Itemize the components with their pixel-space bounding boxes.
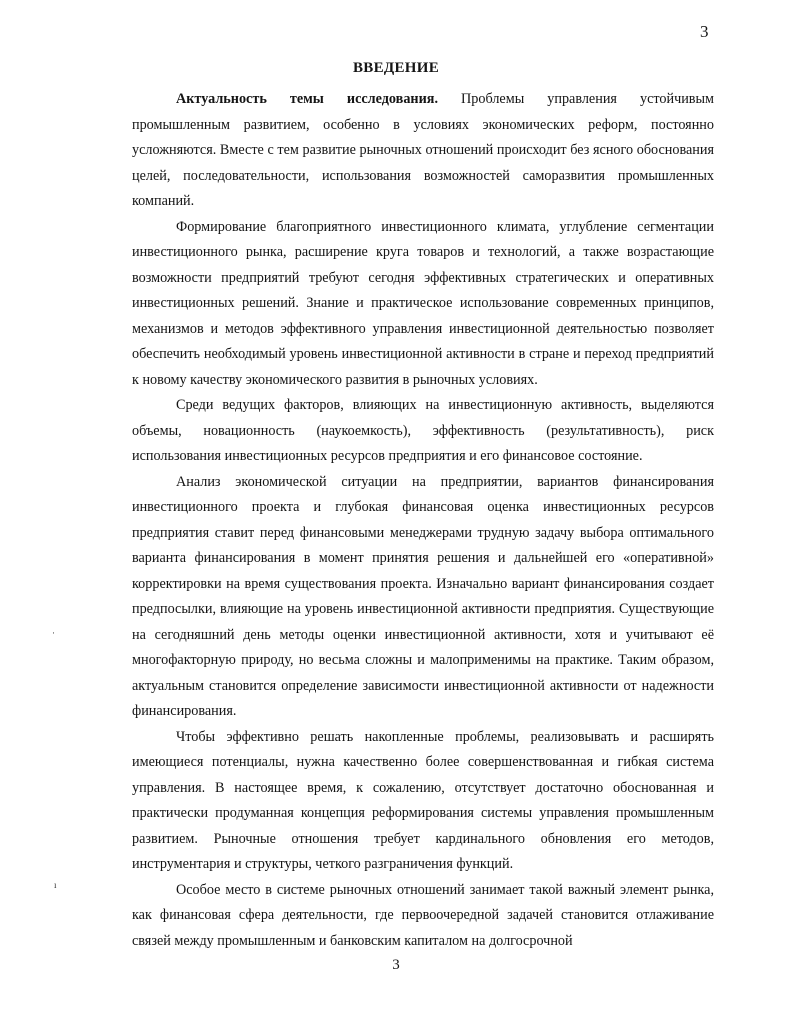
paragraph-text: Особое место в системе рыночных отношений занимает такой важный элемент рынка, как финансовая сфера деятельности, где первоочередной задачей становится отлаживание связей между промышленным и банковским капиталом на долгосрочной [132,881,714,949]
page-number-bottom: 3 [392,957,400,973]
paragraph-text: Проблемы управления устойчивым промышленным развитием, особенно в условиях экономических реформ, постоянно усложняются. Вместе с тем развитие рыночных отношений происходит без ясного обоснования целей, последовательности, использования возможностей саморазвития промышленных компаний. [132,91,715,209]
paragraph-lead: Актуальность темы исследования. [176,91,438,107]
scan-speck: ı [54,880,57,890]
page-number-top: 3 [700,22,709,41]
paragraph [132,878,714,955]
paragraph [132,215,714,394]
paragraph [132,87,714,215]
paragraph-text: Среди ведущих факторов, влияющих на инвестиционную активность, выделяются объемы, новационность (наукоемкость), эффективность (результативность), риск использования инвестиционных ресурсов предприятия и его финансовое состояние. [132,397,714,464]
paragraph-text: Чтобы эффективно решать накопленные проблемы, реализовывать и расширять имеющиеся потенциалы, нужна качественно более совершенствованная и гибкая система управления. В настоящее время, к сожалению, отсутствует достаточно обоснованная и практически продуманная концепция реформирования системы управления промышленным развитием. Рыночные отношения требует кардинального обновления его методов, инструментария и структуры, четкого разграничения функций. [132,728,714,872]
paragraph-text: Формирование благоприятного инвестиционного климата, углубление сегментации инвестиционного рынка, расширение круга товаров и технологий, а также возрастающие возможности предприятий требуют сегодня эффективных стратегических и оперативных инвестиционных решений. Знание и практическое использование современных принципов, механизмов и методов эффективного управления инвестиционной деятельностью позволяет обеспечить необходимый уровень инвестиционной активности в стране и переход предприятий к новому качеству экономического развития в рыночных условиях. [132,218,714,388]
paragraph [132,470,714,725]
paragraph [132,393,714,470]
paragraph-text: Анализ экономической ситуации на предприятии, вариантов финансирования инвестиционного проекта и глубокая финансовая оценка инвестиционных ресурсов предприятия ставит перед финансовыми менеджерами трудную задачу выбора оптимального варианта финансирования в момент принятия решения и дальнейшей его «оперативной» корректировки на время существования проекта. Изначально вариант финансирования создает предпосылки, влияющие на уровень инвестиционной активности предприятия. Существующие на сегодняшний день методы оценки инвестиционной активности, хотя и учитывают её многофакторную природу, но весьма сложны и малоприменимы на практике. Таким образом, актуальным становится определение зависимости инвестиционной активности от надежности финансирования. [132,473,714,719]
scan-speck: · [52,628,55,638]
page-title: ВВЕДЕНИЕ [352,60,440,76]
document-body [132,87,714,954]
paragraph [132,725,714,878]
